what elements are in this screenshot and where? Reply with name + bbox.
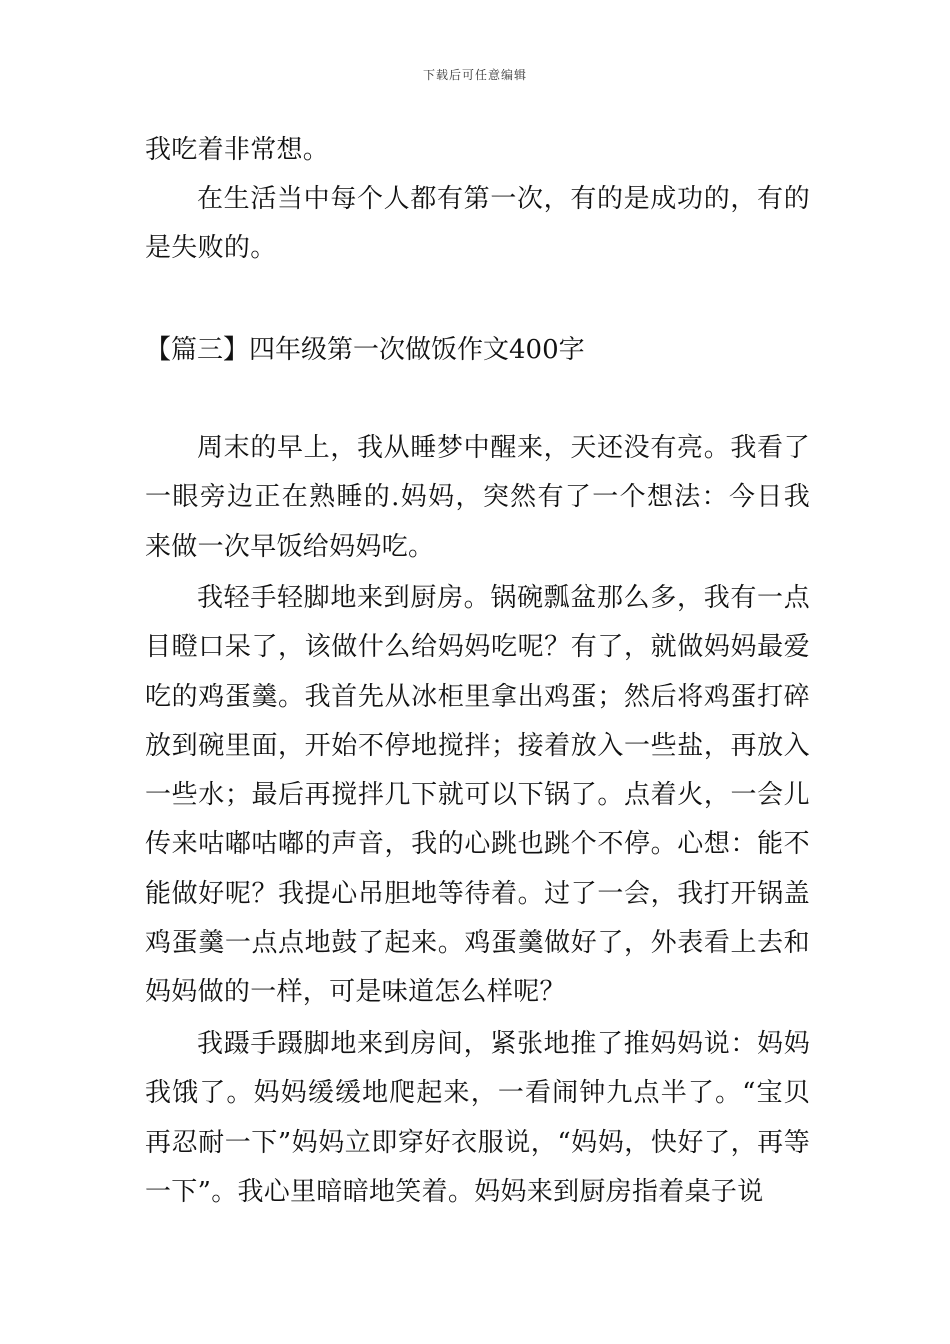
paragraph-first-time: 在生活当中每个人都有第一次，有的是成功的，有的是失败的。 <box>145 184 810 264</box>
paragraph-bedroom: 我蹑手蹑脚地来到房间，紧张地推了推妈妈说：妈妈我饿了。妈妈缓缓地爬起来，一看闹钟九点半了。“宝贝再忍耐一下”妈妈立即穿好衣服说，“妈妈，快好了，再等一下”。我心里暗暗地笑着。妈妈来到厨房指着桌子说 <box>145 1029 810 1207</box>
paragraph-kitchen: 我轻手轻脚地来到厨房。锅碗瓢盆那么多，我有一点目瞪口呆了，该做什么给妈妈吃呢？有了，就做妈妈最爱吃的鸡蛋羹。我首先从冰柜里拿出鸡蛋；然后将鸡蛋打碎放到碗里面，开始不停地搅拌；接着放入一些盐，再放入一些水；最后再搅拌几下就可以下锅了。点着火，一会儿传来咕嘟咕嘟的声音，我的心跳也跳个不停。心想：能不能做好呢？我提心吊胆地等待着。过了一会，我打开锅盖鸡蛋羹一点点地鼓了起来。鸡蛋羹做好了，外表看上去和妈妈做的一样，可是味道怎么样呢？ <box>145 583 810 1008</box>
paragraph-ending-line: 我吃着非常想。 <box>145 135 330 165</box>
paragraph-weekend-morning: 周末的早上，我从睡梦中醒来，天还没有亮。我看了一眼旁边正在熟睡的.妈妈，突然有了一个想法：今日我来做一次早饭给妈妈吃。 <box>145 433 810 562</box>
page-header-note: 下载后可任意编辑 <box>422 68 527 82</box>
essay-heading: 【篇三】四年级第一次做饭作文400字 <box>145 335 585 365</box>
